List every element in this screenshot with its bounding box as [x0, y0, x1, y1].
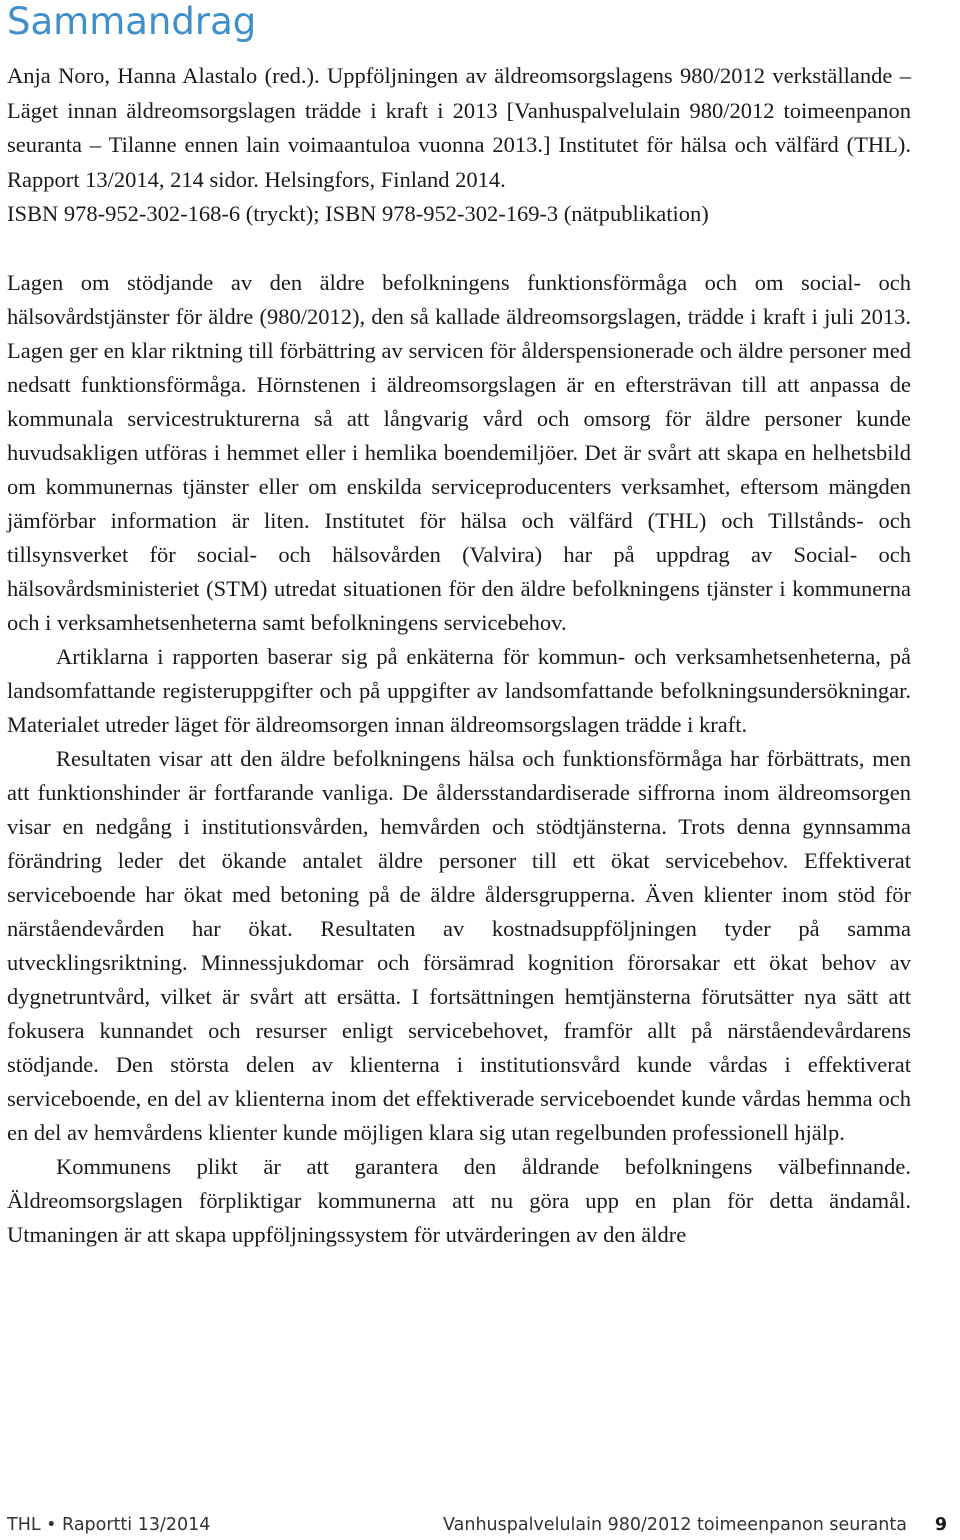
isbn-line: ISBN 978-952-302-168-6 (tryckt); ISBN 978-952-302-169-3 (nätpublikation)	[7, 201, 709, 226]
paragraph: Artiklarna i rapporten baserar sig på enkäterna för kommun- och verksamhetsenheterna, på landsomfattande registeruppgifter och på uppgifter av landsomfattande befolkningsundersökningar. Materialet utreder läget för äldreomsorgen innan äldreomsorgslagen trädde i kraft.	[7, 643, 911, 737]
footer-running-title: Vanhuspalvelulain 980/2012 toimeenpanon seuranta	[443, 1515, 907, 1535]
paragraph: Resultaten visar att den äldre befolkningens hälsa och funktionsförmåga har förbättrats, men att funktionshinder är fortfarande vanliga. De åldersstandardiserade siffrorna inom äldreomsorgen visar en nedgång i institutionsvården, hemvården och stödtjänsterna. Trots denna gynnsamma förändring leder det ökande antalet äldre personer till ett ökat servicebehov. Effektiverat serviceboende har ökat med betoning på de äldre åldersgrupperna. Även klienter inom stöd för närståendevården har ökat. Resultaten av kostnadsuppföljningen tyder på samma utvecklingsriktning. Minnessjukdomar och försämrad kognition förorsakar ett ökat behov av dygnetruntvård, vilket är svårt att ersätta. I fortsättningen hemtjänsterna förutsätter nya sätt att fokusera kunnandet och resurser enligt servicebehovet, framför allt på närståendevårdarens stödjande. Den största delen av klienterna i institutionsvård kunde vårdas i effektiverat serviceboende, en del av klienterna inom det effektiverade serviceboendet kunde vårdas hemma och en del av hemvårdens klienter kunde möjligen klara sig utan regelbunden professionell hjälp.	[7, 745, 911, 1145]
page-footer	[7, 1512, 947, 1538]
paragraph: Kommunens plikt är att garantera den åldrande befolkningens välbefinnande. Äldreomsorgslagen förpliktigar kommunerna att nu göra upp en plan för detta ändamål. Utmaningen är att skapa uppföljningssystem för utvärderingen av den äldre	[7, 1153, 911, 1247]
citation-block	[7, 59, 911, 232]
summary-body	[7, 266, 911, 1252]
page-title: Sammandrag	[7, 0, 257, 43]
citation-text: Anja Noro, Hanna Alastalo (red.). Uppföljningen av äldreomsorgslagens 980/2012 verkställande – Läget innan äldreomsorgslagen trädde i kraft i 2013 [Vanhuspalvelulain 980/2012 toimeenpanon seuranta – Tilanne ennen lain voimaantuloa vuonna 2013.] Institutet för hälsa och välfärd (THL). Rapport 13/2014, 214 sidor. Helsingfors, Finland 2014.	[7, 63, 911, 192]
paragraph: Lagen om stödjande av den äldre befolkningens funktionsförmåga och om social- och hälsovårdstjänster för äldre (980/2012), den så kallade äldreomsorgslagen, trädde i kraft i juli 2013. Lagen ger en klar riktning till förbättring av servicen för ålderspensionerade och äldre personer med nedsatt funktionsförmåga. Hörnstenen i äldreomsorgslagen är en eftersträvan till att anpassa de kommunala servicestrukturerna så att långvarig vård och omsorg för äldre personer kunde huvudsakligen utföras i hemmet eller i hemlika boendemiljöer. Det är svårt att skapa en helhetsbild om kommunernas tjänster eller om enskilda serviceproducenters verksamhet, eftersom mängden jämförbar information är liten. Institutet för hälsa och välfärd (THL) och Tillstånds- och tillsynsverket för social- och hälsovården (Valvira) har på uppdrag av Social- och hälsovårdsministeriet (STM) utredat situationen för den äldre befolkningens tjänster i kommunerna och i verksamhetsenheterna samt befolkningens servicebehov.	[7, 269, 911, 635]
page-number: 9	[934, 1515, 947, 1535]
page-content	[7, 0, 911, 1252]
footer-publication: THL • Raportti 13/2014	[7, 1515, 211, 1535]
